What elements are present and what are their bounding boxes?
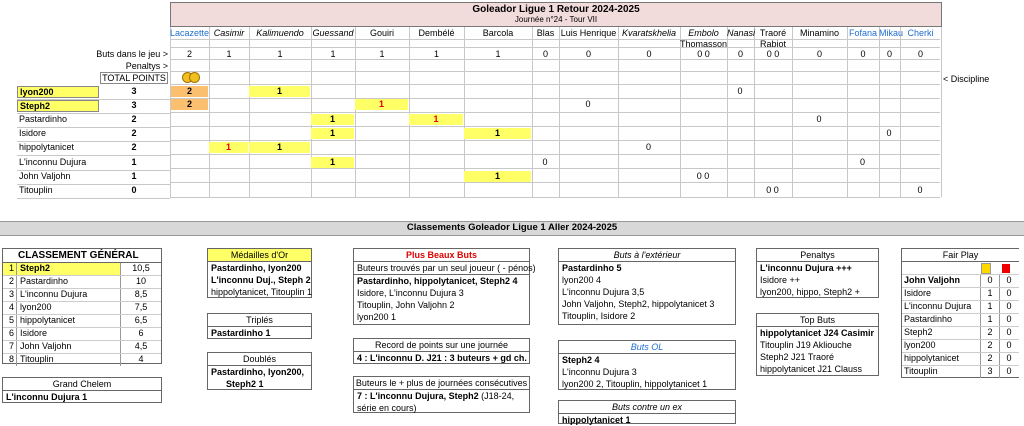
fairplay-yellow: 1 — [981, 301, 1000, 313]
player-header: Gouiri — [369, 28, 394, 38]
classement-points: 4,5 — [134, 341, 148, 351]
buts-ol — [558, 340, 736, 390]
grid-column-line — [941, 27, 942, 197]
fairplay-title: Fair Play — [902, 249, 1019, 262]
mark-lyon200-lacazette: 2 — [171, 86, 208, 97]
fairplay-yellow: 0 — [981, 275, 1000, 287]
journees-consecutives — [353, 376, 530, 413]
player-header: Kalimuendo — [256, 28, 304, 38]
top-title: Goleador Ligue 1 Retour 2024-2025 — [472, 4, 640, 15]
classement-rank: 3 — [3, 289, 17, 301]
medailles-line-1: Pastardinho, lyon200 — [211, 263, 302, 273]
exterieur-line-5: Titouplin, Isidore 2 — [562, 311, 636, 321]
mark-john-barcola: 1 — [464, 171, 531, 182]
classement-points: 6 — [138, 328, 144, 338]
player-header: Nanasi — [727, 28, 756, 38]
player-header: Luis Henrique — [560, 28, 617, 38]
beaux-line-4: lyon200 1 — [357, 312, 397, 322]
classement-rank: 5 — [3, 315, 17, 327]
classement-points: 10,5 — [132, 263, 150, 273]
player-total: 0 — [131, 185, 137, 195]
topbuts-line-4: hippolytanicet J21 Clauss — [760, 364, 863, 374]
grand-chelem-title: Grand Chelem — [3, 378, 161, 391]
buts-value: 0 — [737, 49, 743, 59]
fairplay-yellow: 2 — [981, 353, 1000, 365]
fairplay-red: 0 — [1006, 353, 1012, 363]
mark-titouplin-traore: 0 0 — [766, 185, 779, 195]
topbuts-line-3: Steph2 J21 Traoré — [760, 352, 835, 362]
medailles-line-3: hippolytanicet, Titouplin 1 — [211, 287, 313, 297]
doubles-line-1: Pastardinho, lyon200, — [211, 367, 305, 377]
buts-value: 2 — [186, 49, 192, 59]
buts-value: 0 — [860, 49, 866, 59]
contre-title: Buts contre un ex — [559, 401, 735, 414]
grand-chelem-line: L'inconnu Dujura 1 — [6, 392, 88, 402]
classement-name: lyon200 — [17, 302, 121, 314]
classement-rank: 1 — [3, 263, 17, 275]
classement-row — [3, 301, 161, 314]
buts-value: 1 — [330, 49, 336, 59]
doubles-line-2: Steph2 1 — [226, 379, 264, 389]
mark-hippo-casimir: 1 — [209, 142, 248, 153]
classement-rows — [3, 263, 161, 366]
player-header: Lacazette — [170, 28, 210, 38]
record-title: Record de points sur une journée — [354, 339, 529, 352]
fairplay-red: 0 — [1006, 288, 1012, 298]
triples-line: Pastardinho 1 — [211, 328, 271, 338]
fairplay-row — [902, 274, 1019, 287]
fairplay-name: Pastardinho — [902, 314, 981, 326]
classement-row — [3, 314, 161, 327]
mark-pastardinho-minamino: 0 — [816, 114, 822, 124]
mark-john-embolo: 0 0 — [696, 171, 710, 181]
classement-name: Steph2 — [17, 263, 121, 275]
player-total: 1 — [131, 171, 137, 181]
player-header: Mikau — [879, 28, 904, 38]
buts-value: 0 — [542, 49, 548, 59]
player-header: Traoré — [759, 28, 787, 38]
fairplay-row — [902, 352, 1019, 365]
fairplay-red: 0 — [1006, 327, 1012, 337]
classement-title: CLASSEMENT GÉNÉRAL — [3, 249, 161, 263]
player-total: 2 — [131, 114, 137, 124]
exterieur-line-4: John Valjohn, Steph2, hippolytanicet 3 — [562, 299, 715, 309]
buts-contre-ex — [558, 400, 736, 424]
grid-row-line — [170, 59, 940, 60]
mark-hippo-kvara: 0 — [645, 142, 651, 152]
fairplay-yellow: 2 — [981, 340, 1000, 352]
butsol-line-2: L'inconnu Dujura 3 — [562, 367, 637, 377]
top-subtitle: Journée n°24 - Tour VII — [514, 15, 598, 24]
fairplay-name: John Valjohn — [902, 275, 981, 287]
yellow-card-icon — [981, 263, 991, 274]
fairplay-row — [902, 339, 1019, 352]
classement-row — [3, 263, 161, 275]
buts-value: 0 — [585, 49, 591, 59]
label-buts: Buts dans le jeu > — [96, 49, 168, 59]
player-header-sub: Thomasson — [680, 39, 728, 49]
grid-row-line — [170, 112, 940, 113]
classement-rank: 7 — [3, 341, 17, 353]
consecutives-line: 7 : L'inconnu Dujura, Steph2 — [357, 391, 479, 401]
mark-isidore-mikau: 0 — [886, 128, 892, 138]
grid-row-line — [170, 39, 940, 40]
player-total: 3 — [131, 86, 137, 96]
fairplay-yellow: 3 — [981, 366, 1000, 378]
grid-row-line — [170, 98, 940, 99]
plus-beaux-buts — [353, 248, 536, 325]
classement-points: 7,5 — [134, 302, 148, 312]
penaltys — [756, 248, 879, 298]
buts-value: 0 — [917, 49, 923, 59]
top-title-bar — [170, 2, 942, 27]
grand-chelem — [2, 377, 162, 403]
buts-exterieur — [558, 248, 736, 325]
mark-lyon200-kalimuendo: 1 — [249, 86, 310, 97]
penaltys-line-3: lyon200, hippo, Steph2 + — [760, 287, 860, 297]
buts-value: 1 — [495, 49, 501, 59]
medailles-or — [207, 248, 312, 298]
consecutives-title: Buteurs le + plus de journées consécutives — [355, 378, 528, 388]
classement-rank: 8 — [3, 354, 17, 366]
classement-points: 4 — [138, 354, 144, 364]
buts-value: 1 — [226, 49, 232, 59]
fairplay-yellow: 1 — [981, 314, 1000, 326]
player-total: 1 — [131, 157, 137, 167]
exterieur-line-2: lyon200 4 — [562, 275, 602, 285]
topbuts-line-2: Titouplin J19 Akliouche — [760, 340, 852, 350]
player-header: Barcola — [482, 28, 514, 38]
fairplay-red: 0 — [1006, 340, 1012, 350]
classement-name: hippolytanicet — [17, 315, 121, 327]
row-divider — [17, 155, 170, 156]
classement-row — [3, 327, 161, 340]
bottom-title: Classements Goleador Ligue 1 Aller 2024-2025 — [406, 222, 618, 233]
consecutives-line-2: série en cours) — [357, 403, 417, 413]
grid-row-line — [170, 47, 940, 48]
fairplay-name: L'inconnu Dujura — [902, 301, 981, 313]
classement-row — [3, 275, 161, 288]
grid-row-line — [170, 154, 940, 155]
top-buts — [756, 313, 879, 376]
beaux-line-1: Pastardinho, hippolytanicet, Steph2 4 — [354, 274, 529, 287]
player-header: Cherki — [907, 28, 934, 38]
fairplay-row — [902, 300, 1019, 313]
mark-inconnu-blas: 0 — [542, 157, 548, 167]
classement-points: 8,5 — [134, 289, 148, 299]
grid-row-line — [170, 71, 940, 72]
exterieur-line-1: Pastardinho 5 — [562, 263, 622, 273]
beaux-title: Plus Beaux Buts — [354, 249, 529, 262]
mark-inconnu-fofana: 0 — [859, 157, 865, 167]
classement-rank: 6 — [3, 328, 17, 340]
fairplay-name: lyon200 — [902, 340, 981, 352]
buts-value: 0 0 — [766, 49, 780, 59]
player-name: lyon200 — [17, 86, 99, 98]
contre-line: hippolytanicet 1 — [562, 415, 631, 425]
grid-row-line — [170, 126, 940, 127]
topbuts-line-1: hippolytanicet J24 Casimir — [760, 328, 875, 338]
player-header: Minamino — [799, 28, 839, 38]
player-header-sub: Rabiot — [759, 39, 786, 49]
label-total-points: TOTAL POINTS — [100, 72, 168, 84]
player-header: Kvaratskhelia — [621, 28, 677, 38]
doubles — [207, 352, 312, 390]
player-name: hippolytanicet — [19, 142, 75, 152]
mark-inconnu-guessand: 1 — [311, 157, 354, 168]
mark-isidore-barcola: 1 — [464, 128, 531, 139]
grid-row-line — [170, 182, 940, 183]
consecutives-period: (J18-24, — [478, 391, 515, 401]
fairplay-row — [902, 287, 1019, 300]
player-header: Dembélé — [418, 28, 455, 38]
player-total: 2 — [131, 128, 137, 138]
label-penaltys: Penaltys > — [125, 61, 168, 71]
fairplay-name: Isidore — [902, 288, 981, 300]
player-total: 3 — [131, 100, 137, 110]
discipline-label: < Discipline — [943, 74, 990, 84]
classement-rank: 4 — [3, 302, 17, 314]
fairplay-rows — [902, 274, 1019, 378]
classement-rank: 2 — [3, 276, 17, 288]
triples-title: Triplés — [208, 314, 311, 327]
classement-points: 6,5 — [134, 315, 148, 325]
mark-steph2-lacazette: 2 — [171, 99, 208, 110]
buts-value: 0 — [886, 49, 892, 59]
classement-points: 10 — [135, 276, 146, 286]
penaltys-line-2: Isidore ++ — [760, 275, 801, 285]
grid-row-line — [170, 197, 940, 198]
fairplay-name: hippolytanicet — [902, 353, 981, 365]
mark-pastardinho-dembele: 1 — [409, 114, 463, 125]
mark-pastardinho-guessand: 1 — [311, 114, 354, 125]
medal-icon — [182, 72, 200, 83]
topbuts-title: Top Buts — [757, 314, 878, 327]
player-header: Blas — [536, 28, 555, 38]
classement-row — [3, 340, 161, 353]
mark-titouplin-cherki: 0 — [917, 185, 923, 195]
fairplay-yellow: 1 — [981, 288, 1000, 300]
beaux-line-2: Isidore, L'inconnu Dujura 3 — [357, 288, 464, 298]
player-name: Isidore — [19, 128, 47, 138]
player-name: L'inconnu Dujura — [19, 157, 87, 167]
player-header: Casimir — [213, 28, 245, 38]
butsol-title: Buts OL — [559, 341, 735, 354]
mark-lyon200-nanasi: 0 — [737, 86, 743, 96]
triples — [207, 313, 312, 339]
grid-row-line — [170, 168, 940, 169]
classement-name: Pastardinho — [17, 276, 121, 288]
record-points — [353, 338, 530, 364]
classement-name: L'inconnu Dujura — [17, 289, 121, 301]
player-name: Titouplin — [19, 185, 53, 195]
mark-steph2-gouiri: 1 — [355, 99, 408, 110]
classement-row — [3, 353, 161, 366]
exterieur-line-3: L'inconnu Dujura 3,5 — [562, 287, 645, 297]
butsol-line-1: Steph2 4 — [562, 355, 600, 365]
fairplay-red: 0 — [1006, 301, 1012, 311]
buts-value: 0 0 — [697, 49, 710, 59]
fairplay-yellow: 2 — [981, 327, 1000, 339]
exterieur-title: Buts à l'extérieur — [559, 249, 735, 262]
buts-value: 0 — [816, 49, 822, 59]
fairplay-red: 0 — [1006, 366, 1012, 376]
beaux-sub: Buteurs trouvés par un seul joueur ( - pénos) — [357, 263, 536, 273]
buts-value: 0 — [646, 49, 652, 59]
classement-name: John Valjohn — [17, 341, 121, 353]
penaltys-title: Penaltys — [757, 249, 878, 262]
player-header: Guessand — [312, 28, 354, 38]
grid-row-line — [170, 84, 940, 85]
classement-row — [3, 288, 161, 301]
record-line: 4 : L'inconnu D. J21 : 3 buteurs + gd ch. — [357, 353, 527, 363]
butsol-line-3: lyon200 2, Titouplin, hippolytanicet 1 — [562, 379, 708, 389]
player-total: 2 — [131, 142, 137, 152]
mark-steph2-luis: 0 — [585, 99, 591, 109]
red-card-icon — [1002, 263, 1010, 273]
bottom-title-bar — [0, 221, 1024, 236]
fairplay-row — [902, 326, 1019, 339]
grid-row-line — [170, 140, 940, 141]
player-name: Pastardinho — [19, 114, 68, 124]
classement-name: Isidore — [17, 328, 121, 340]
doubles-title: Doublés — [208, 353, 311, 366]
mark-hippo-kalimuendo: 1 — [249, 142, 310, 153]
fairplay-row — [902, 365, 1019, 378]
player-header: Embolo — [688, 28, 719, 38]
fairplay-red: 0 — [1006, 314, 1012, 324]
medailles-title: Médailles d'Or — [208, 249, 311, 262]
beaux-line-3: Titouplin, John Valjohn 2 — [357, 300, 455, 310]
player-header: Fofana — [848, 28, 878, 38]
player-name: Steph2 — [17, 100, 99, 112]
row-divider — [17, 198, 170, 199]
penaltys-line-1: L'inconnu Dujura +++ — [760, 263, 852, 273]
fair-play — [901, 248, 1019, 378]
fairplay-row — [902, 313, 1019, 326]
medailles-line-2: L'inconnu Duj., Steph 2 — [211, 275, 311, 285]
fairplay-name: Steph2 — [902, 327, 981, 339]
player-name: John Valjohn — [19, 171, 71, 181]
buts-value: 1 — [277, 49, 283, 59]
classement-general — [2, 248, 162, 364]
classement-name: Titouplin — [17, 354, 121, 366]
mark-isidore-guessand: 1 — [311, 128, 354, 139]
fairplay-name: Titouplin — [902, 366, 981, 378]
buts-value: 1 — [379, 49, 385, 59]
buts-value: 1 — [433, 49, 439, 59]
fairplay-red: 0 — [1006, 275, 1012, 285]
